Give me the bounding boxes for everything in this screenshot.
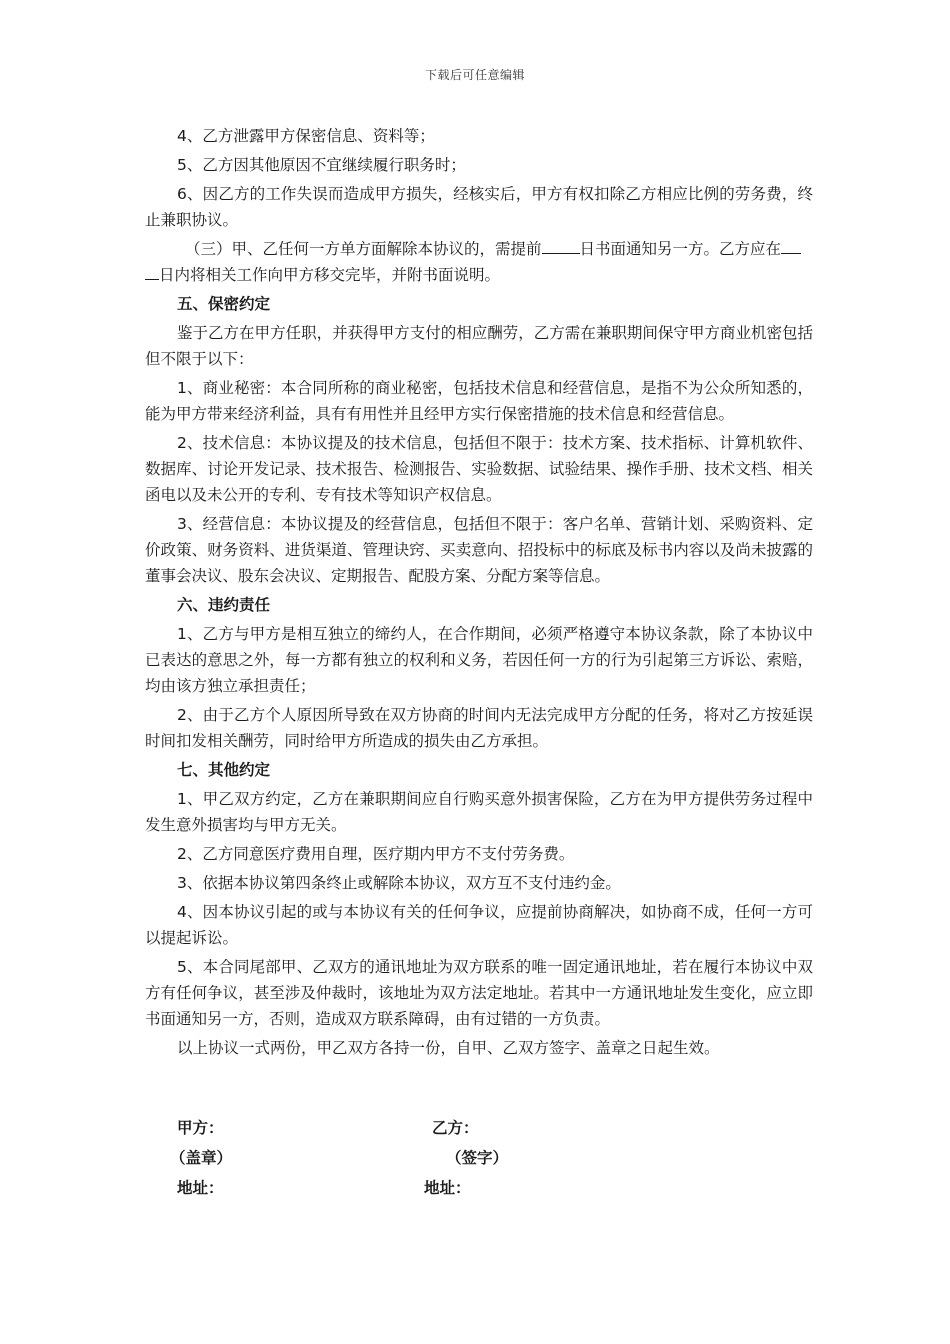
section-6-item-1: 1、乙方与甲方是相互独立的缔约人，在合作期间，必须严格遵守本协议条款，除了本协议中已表达的意思之外，每一方都有独立的权利和义务，若因任何一方的行为引起第三方诉讼、索赔，均由该方独立承担责任； [145,625,813,695]
section-7-item-2: 2、乙方同意医疗费用自理，医疗期内甲方不支付劳务费。 [177,845,575,863]
section-5-item-2: 2、技术信息：本协议提及的技术信息，包括但不限于：技术方案、技术指标、计算机软件、数据库、讨论开发记录、技术报告、检测报告、实验数据、试验结果、操作手册、技术文档、相关函电以及未公开的专利、专有技术等知识产权信息。 [145,434,813,504]
party-b-sign-label: （签字） [446,1149,509,1167]
section-6-heading: 六、违约责任 [177,596,271,614]
party-b-address-label: 地址： [424,1179,471,1197]
party-a-label: 甲方： [177,1119,224,1137]
section-7-item-1: 1、甲乙双方约定，乙方在兼职期间应自行购买意外损害保险，乙方在为甲方提供劳务过程中发生意外损害均与甲方无关。 [145,790,813,834]
section-5-item-1: 1、商业秘密：本合同所称的商业秘密，包括技术信息和经营信息，是指不为公众所知悉的，能为甲方带来经济利益，具有有用性并且经甲方实行保密措施的技术信息和经营信息。 [145,379,813,423]
party-a-address-label: 地址： [177,1179,224,1197]
section-7-item-5: 5、本合同尾部甲、乙双方的通讯地址为双方联系的唯一固定通讯地址，若在履行本协议中双方有任何争议，甚至涉及仲裁时，该地址为双方法定地址。若其中一方通讯地址发生变化，应立即书面通知另一方，否则，造成双方联系障碍，由有过错的一方负责。 [145,958,813,1028]
section-5-heading: 五、保密约定 [177,295,271,313]
section-5-item-3: 3、经营信息：本协议提及的经营信息，包括但不限于：客户名单、营销计划、采购资料、定价政策、财务资料、进货渠道、管理诀窍、买卖意向、招投标中的标底及标书内容以及尚未披露的董事会决议、股东会决议、定期报告、配股方案、分配方案等信息。 [145,515,813,585]
section-5-intro: 鉴于乙方在甲方任职，并获得甲方支付的相应酬劳，乙方需在兼职期间保守甲方商业机密包括但不限于以下： [145,324,813,368]
clause-4-sub-3-part-a: （三）甲、乙任何一方单方面解除本协议的，需提前 [185,240,542,258]
handover-days-blank-2 [145,264,159,280]
section-6-item-2: 2、由于乙方个人原因所导致在双方协商的时间内无法完成甲方分配的任务，将对乙方按延误时间扣发相关酬劳，同时给甲方所造成的损失由乙方承担。 [145,706,813,750]
clause-4-item-5: 5、乙方因其他原因不宜继续履行职务时； [177,156,466,174]
clause-4-item-6: 6、因乙方的工作失误而造成甲方损失，经核实后，甲方有权扣除乙方相应比例的劳务费，终止兼职协议。 [145,185,813,229]
notice-days-blank [542,238,580,254]
party-a-seal-label: （盖章） [170,1149,233,1167]
clause-4-sub-3-part-b: 日书面通知另一方。乙方应在 [579,240,782,258]
page-header: 下载后可任意编辑 [424,68,525,82]
document-body [145,123,813,1061]
handover-days-blank-1 [781,238,801,254]
clause-4-sub-3-part-c: 日内将相关工作向甲方移交完毕，并附书面说明。 [159,266,501,284]
section-7-heading: 七、其他约定 [177,761,271,779]
closing-statement: 以上协议一式两份，甲乙双方各持一份，自甲、乙双方签字、盖章之日起生效。 [177,1039,720,1057]
clause-4-item-4: 4、乙方泄露甲方保密信息、资料等； [177,127,435,145]
section-7-item-3: 3、依据本协议第四条终止或解除本协议，双方互不支付违约金。 [177,874,621,892]
party-b-label: 乙方： [432,1119,479,1137]
clause-4-sub-3 [145,236,813,288]
section-7-item-4: 4、因本协议引起的或与本协议有关的任何争议，应提前协商解决，如协商不成，任何一方可以提起诉讼。 [145,903,813,947]
